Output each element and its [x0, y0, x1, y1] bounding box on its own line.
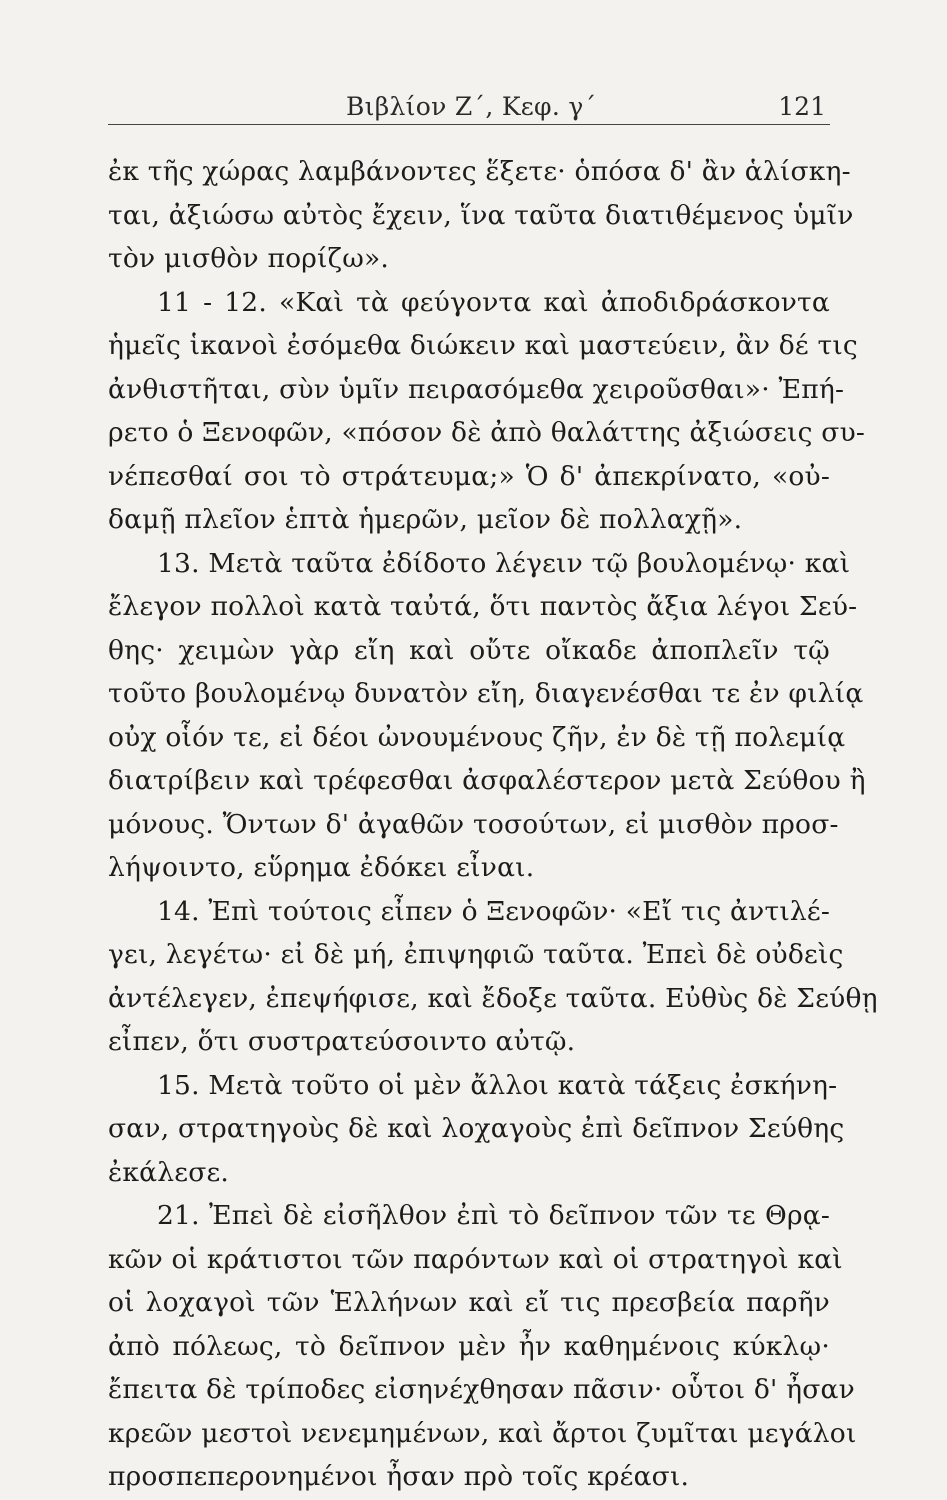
text-line: οὐχ οἷόν τε, εἰ δέοι ὠνουμένους ζῆν, ἐν δὲ τῇ πολεμίᾳ [108, 721, 846, 753]
running-title: Βιβλίον Ζ΄, Κεφ. γ΄ [346, 92, 597, 121]
text-line: 21. Ἐπεὶ δὲ εἰσῆλθον ἐπὶ τὸ δεῖπνον τῶν τε Θρᾳ- [157, 1200, 830, 1231]
text-line: ἀντέλεγεν, ἐπεψήφισε, καὶ ἔδοξε ταῦτα. Εὐθὺς δὲ Σεύθῃ [108, 982, 878, 1014]
text-line: ρετο ὁ Ξενοφῶν, «πόσον δὲ ἀπὸ θαλάττης ἀξιώσεις συ- [108, 417, 866, 448]
text-line: ἔπειτα δὲ τρίποδες εἰσηνέχθησαν πᾶσιν· οὗτοι δ' ἦσαν [108, 1374, 855, 1405]
text-line: 14. Ἐπὶ τούτοις εἶπεν ὁ Ξενοφῶν· «Εἴ τις ἀντιλέ- [157, 895, 830, 927]
text-line: 11 - 12. «Καὶ τὰ φεύγοντα καὶ ἀποδιδράσκοντα [157, 286, 830, 318]
text-line: 13. Μετὰ ταῦτα ἐδίδοτο λέγειν τῷ βουλομένῳ· καὶ [157, 547, 851, 579]
text-line: κρεῶν μεστοὶ νενεμημένων, καὶ ἄρτοι ζυμῖται μεγάλοι [108, 1417, 857, 1449]
text-line: ἔλεγον πολλοὶ κατὰ ταὐτά, ὅτι παντὸς ἄξια λέγοι Σεύ- [108, 591, 858, 622]
text-line: θης· χειμὼν γὰρ εἴη καὶ οὔτε οἴκαδε ἀποπλεῖν τῷ [108, 634, 830, 666]
text-line: τὸν μισθὸν πορίζω». [108, 243, 390, 274]
text-line: εἶπεν, ὅτι συστρατεύσοιντο αὐτῷ. [108, 1026, 576, 1057]
text-line: γει, λεγέτω· εἰ δὲ μή, ἐπιψηφιῶ ταῦτα. Ἐπεὶ δὲ οὐδεὶς [108, 939, 844, 970]
page-number: 121 [778, 92, 826, 121]
text-line: κῶν οἱ κράτιστοι τῶν παρόντων καὶ οἱ στρατηγοὶ καὶ [108, 1243, 843, 1275]
text-line: προσπεπερονημένοι ἦσαν πρὸ τοῖς κρέασι. [108, 1461, 690, 1492]
text-line: δαμῇ πλεῖον ἑπτὰ ἡμερῶν, μεῖον δὲ πολλαχῇ». [108, 504, 743, 535]
text-line: ἀνθιστῆται, σὺν ὑμῖν πειρασόμεθα χειροῦσθαι»· Ἐπή- [108, 373, 845, 405]
text-body [108, 150, 878, 1499]
text-line: μόνους. Ὄντων δ' ἀγαθῶν τοσούτων, εἰ μισθὸν προσ- [108, 808, 839, 840]
text-line: σαν, στρατηγοὺς δὲ καὶ λοχαγοὺς ἐπὶ δεῖπνον Σεύθης [108, 1113, 845, 1144]
text-line: λήψοιντο, εὕρημα ἐδόκει εἶναι. [108, 852, 535, 883]
text-line: ται, ἀξιώσω αὐτὸς ἔχειν, ἵνα ταῦτα διατιθέμενος ὑμῖν [108, 199, 854, 231]
text-line: οἱ λοχαγοὶ τῶν Ἑλλήνων καὶ εἴ τις πρεσβεία παρῆν [108, 1287, 830, 1318]
text-line: νέπεσθαί σοι τὸ στράτευμα;» Ὁ δ' ἀπεκρίνατο, «οὐ- [108, 460, 830, 492]
text-line: τοῦτο βουλομένῳ δυνατὸν εἴη, διαγενέσθαι τε ἐν φιλίᾳ [108, 678, 864, 709]
text-line: διατρίβειν καὶ τρέφεσθαι ἀσφαλέστερον μετὰ Σεύθου ἢ [108, 765, 866, 796]
running-head [108, 88, 830, 125]
text-line: ἀπὸ πόλεως, τὸ δεῖπνον μὲν ἦν καθημένοις κύκλῳ· [108, 1330, 830, 1362]
text-line: ἐκ τῆς χώρας λαμβάνοντες ἕξετε· ὁπόσα δ' ἂν ἁλίσκη- [108, 156, 851, 187]
text-line: ἐκάλεσε. [108, 1156, 230, 1188]
text-line: ἡμεῖς ἱκανοὶ ἐσόμεθα διώκειν καὶ μαστεύειν, ἂν δέ τις [108, 330, 858, 361]
text-line: 15. Μετὰ τοῦτο οἱ μὲν ἄλλοι κατὰ τάξεις ἐσκήνη- [157, 1069, 838, 1101]
